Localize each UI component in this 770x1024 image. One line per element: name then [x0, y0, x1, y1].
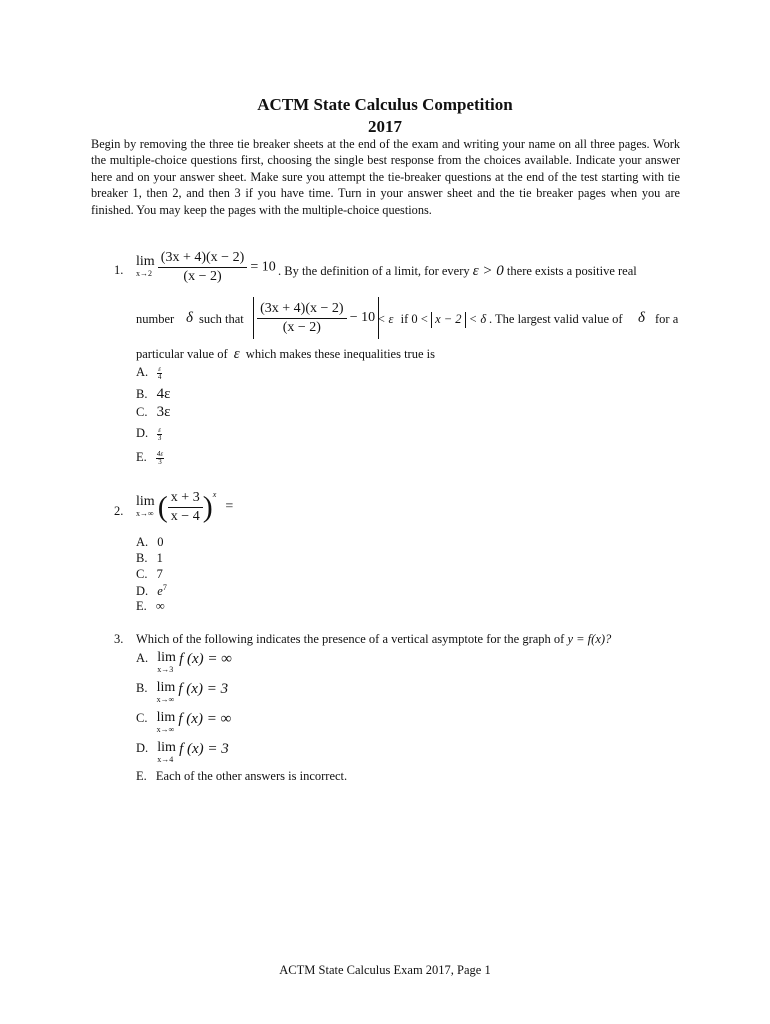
q2-choice-a[interactable]: A. 0: [136, 535, 164, 549]
q1-delta: δ: [186, 310, 193, 326]
q1-limit: lim x→2: [136, 254, 155, 278]
q3-number: 3.: [114, 632, 124, 646]
instructions: Begin by removing the three tie breaker sheets at the end of the exam and writing your name on all three pages. Work the multiple-choice questions first, choosing the single best response from the choices available. Indicate your answer here and on your answer sheet. Make sure you attempt the tie-breaker questions at the end of the test starting with tie breaker 1, then 2, and then 3 if you have time. Turn in your answer sheet and the tie breaker pages when you are finished. You may keep the pages with the multiple-choice questions.: [91, 137, 680, 217]
q1-choice-c[interactable]: C. 3ε: [136, 404, 171, 420]
q1-expression: lim x→2 $\frac{(3x + 4)(x - 2)}{(x - 2)}$ = 10: [136, 250, 276, 284]
q2-choice-d[interactable]: D. $e^7$: [136, 583, 167, 599]
q1-abs-expression: $\frac{(3x + 4)(x - 2)}{(x - 2)}$ − 10: [253, 297, 379, 339]
q1-fraction: $\frac{(3x + 4)(x - 2)}{(x - 2)}$: [158, 250, 247, 285]
q3-choice-e[interactable]: E. Each of the other answers is incorrect.: [136, 769, 348, 783]
q2-choice-b[interactable]: B. 1: [136, 551, 163, 565]
q1-text-such-that: such that: [199, 312, 244, 326]
q3-choice-c[interactable]: C. lim x→∞ f (x) = ∞: [136, 710, 232, 734]
q3-question: Which of the following indicates the presence of a vertical asymptote for the graph of y = f(x)?: [136, 632, 612, 646]
q1-condition: < ε if 0 < x − 2 < δ: [377, 312, 486, 328]
q1-text-line3: particular value of ε which makes these inequalities true is: [136, 346, 435, 362]
q3-choice-d[interactable]: D. lim x→4 f (x) = 3: [136, 740, 229, 764]
q1-text-line1: . By the definition of a limit, for every ε > 0 there exists a positive real: [278, 263, 637, 279]
q1-choice-a[interactable]: A. $\frac{\varepsilon}{4}$: [136, 364, 162, 381]
q1-choice-e[interactable]: E. $\frac{4\varepsilon}{3}$: [136, 449, 164, 466]
page-year: 2017: [368, 117, 402, 136]
q3-choice-b[interactable]: B. lim x→∞ f (x) = 3: [136, 680, 229, 704]
q2-number: 2.: [114, 504, 124, 518]
q1-text-largest: . The largest valid value of: [489, 312, 623, 326]
q2-choice-c[interactable]: C. 7: [136, 567, 163, 581]
q1-number: 1.: [114, 263, 124, 277]
page-footer: ACTM State Calculus Exam 2017, Page 1: [279, 963, 491, 977]
q1-choice-b[interactable]: B. 4ε: [136, 386, 171, 402]
q1-delta2: δ: [638, 310, 645, 326]
q1-text-number: number: [136, 312, 175, 326]
q3-choice-a[interactable]: A. lim x→3 f (x) = ∞: [136, 650, 232, 674]
q1-choice-d[interactable]: D. $\frac{\varepsilon}{3}$: [136, 425, 162, 442]
q1-text-for-a: for a: [655, 312, 679, 326]
q2-choice-e[interactable]: E. ∞: [136, 599, 165, 613]
page-title: ACTM State Calculus Competition: [257, 95, 513, 114]
q2-expression: lim x→∞ ( $\frac{x + 3}{x - 4}$ )$^x$ =: [136, 490, 234, 524]
